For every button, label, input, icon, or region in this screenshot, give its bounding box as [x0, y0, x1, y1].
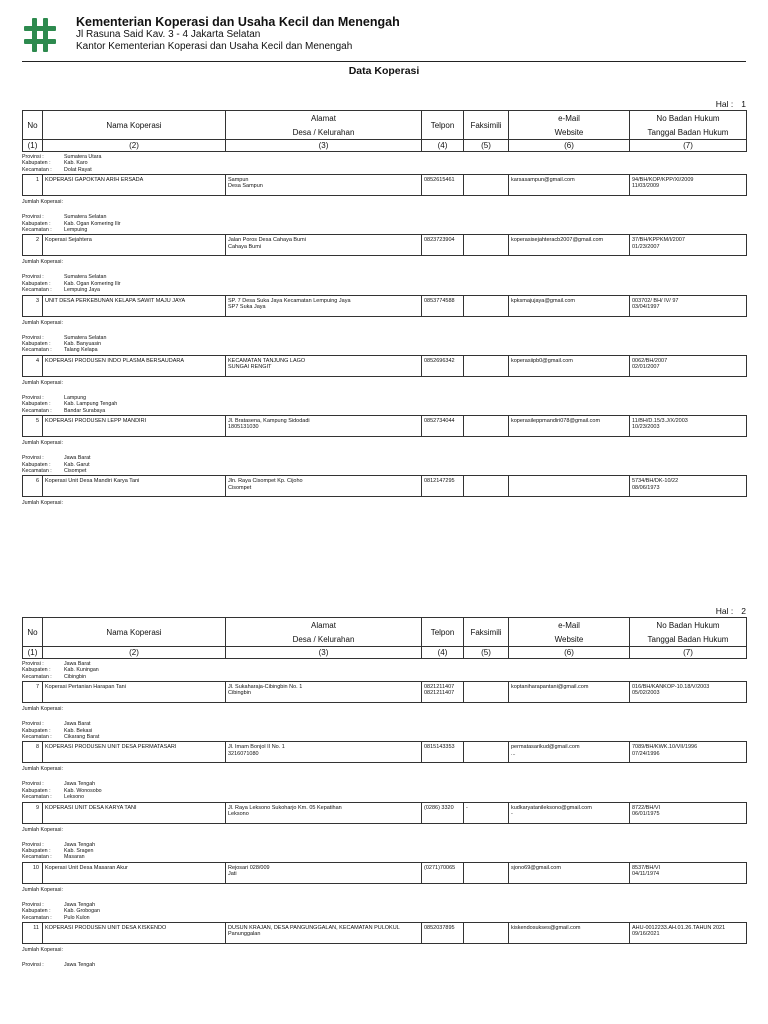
- alamat-text: Rejosari 028/009: [228, 864, 270, 871]
- telpon-text: 0812147295: [424, 478, 455, 485]
- alamat-text: Jl. Imam Bonjol II No. 1: [228, 744, 285, 751]
- kecamatan-value: Bandar Surabaya: [64, 407, 106, 414]
- cell-faksimili: [464, 742, 509, 763]
- region-group: [22, 721, 746, 740]
- desa-text: 1805131030: [228, 424, 259, 431]
- tanggal-text: 01/23/2007: [632, 243, 660, 250]
- table-header: [22, 617, 747, 659]
- col-header-telpon: Telpon: [422, 618, 464, 647]
- cell-alamat: [226, 416, 422, 437]
- table-row: [22, 475, 747, 497]
- provinsi-value: Jawa Tengah: [64, 962, 96, 969]
- tanggal-text: 10/23/2003: [632, 424, 660, 431]
- jumlah-koperasi: Jumlah Koperasi:: [22, 706, 63, 713]
- provinsi-value: Jawa Tengah: [64, 841, 96, 848]
- cell-alamat: [226, 742, 422, 763]
- kecamatan-label: Kecamatan :: [22, 673, 52, 680]
- cell-badan-hukum: [630, 355, 747, 376]
- email-text: kpksmajujaya@gmail.com: [511, 297, 575, 304]
- cell-faksimili: [464, 416, 509, 437]
- tanggal-text: 09/16/2021: [632, 931, 660, 938]
- provinsi-label: Provinsi :: [22, 334, 44, 341]
- alamat-text: Jln. Raya Cisompet Kp. Cijoho: [228, 478, 303, 485]
- cell-no: 10: [23, 862, 43, 883]
- table-row: [22, 922, 747, 944]
- provinsi-value: Sumatera Selatan: [64, 214, 107, 221]
- alamat-text: Jl. Bratasena, Kampung Sidodadi: [228, 418, 310, 425]
- cell-alamat: [226, 802, 422, 823]
- kecamatan-value: Pulo Kulon: [64, 914, 90, 921]
- cell-nama: Koperasi Sejahtera: [43, 235, 226, 256]
- col-number: (1): [23, 140, 43, 152]
- table-row: [22, 862, 747, 884]
- kabupaten-label: Kabupaten :: [22, 341, 51, 348]
- provinsi-value: Lampung: [64, 394, 87, 401]
- alamat-text: KECAMATAN TANJUNG LAGO: [228, 357, 306, 364]
- jumlah-koperasi: Jumlah Koperasi:: [22, 826, 63, 833]
- jumlah-koperasi: Jumlah Koperasi:: [22, 886, 63, 893]
- col-header-no: No: [23, 111, 43, 140]
- cell-no: 1: [23, 175, 43, 196]
- kabupaten-label: Kabupaten :: [22, 160, 51, 167]
- cell-email: [509, 295, 630, 316]
- region-group: [22, 395, 746, 414]
- desa-text: Cisompet: [228, 484, 252, 491]
- page-number-value: 1: [741, 99, 746, 109]
- provinsi-value: Sumatera Utara: [64, 154, 102, 160]
- table-row: [22, 802, 747, 824]
- cell-nama: KOPERASI GAPOKTAN ARIH ERSADA: [43, 175, 226, 196]
- kabupaten-value: Kab. Lampung Tengah: [64, 401, 118, 408]
- cell-badan-hukum: [630, 295, 747, 316]
- region-group: [22, 274, 746, 293]
- cell-no: 7: [23, 682, 43, 703]
- cell-nama: KOPERASI PRODUSEN INDO PLASMA BERSAUDARA: [43, 355, 226, 376]
- kecamatan-label: Kecamatan :: [22, 407, 52, 414]
- cell-badan-hukum: [630, 802, 747, 823]
- email-text: koperasileppmandiri078@gmail.com: [511, 418, 601, 425]
- cell-email: [509, 802, 630, 823]
- provinsi-label: Provinsi :: [22, 274, 44, 281]
- page-number-label: Hal :: [715, 606, 734, 616]
- cell-alamat: [226, 175, 422, 196]
- cell-badan-hukum: [630, 416, 747, 437]
- cell-email: [509, 923, 630, 944]
- region-group: [22, 661, 746, 680]
- cell-email: [509, 175, 630, 196]
- region-group: [22, 455, 746, 474]
- provinsi-label: Provinsi :: [22, 394, 44, 401]
- cell-badan-hukum: [630, 235, 747, 256]
- cell-badan-hukum: [630, 742, 747, 763]
- region-group: [22, 214, 746, 233]
- provinsi-label: Provinsi :: [22, 901, 44, 908]
- table-row: [22, 355, 747, 377]
- cell-telpon: [422, 923, 464, 944]
- kabupaten-label: Kabupaten :: [22, 908, 51, 915]
- cell-email: [509, 682, 630, 703]
- email-text: koperasisejahteracb2007@gmail.com: [511, 237, 604, 244]
- kecamatan-value: Talang Kelapa: [64, 347, 98, 354]
- telpon-text: 0852615461: [424, 177, 455, 184]
- cell-badan-hukum: [630, 862, 747, 883]
- cell-nama: KOPERASI UNIT DESA KARYA TANI: [43, 802, 226, 823]
- col-header-desa: Desa / Kelurahan: [226, 632, 422, 647]
- cell-badan-hukum: [630, 923, 747, 944]
- region-group: [22, 962, 746, 968]
- desa-text: Panunggalan: [228, 931, 261, 938]
- desa-text: Cahaya Bumi: [228, 243, 262, 250]
- header-divider: [22, 61, 746, 62]
- kabupaten-value: Kab. Ogan Komering Ilir: [64, 280, 121, 287]
- badan-hukum-text: 8537/BH/VI: [632, 864, 661, 871]
- cell-telpon: [422, 476, 464, 497]
- cell-telpon: [422, 862, 464, 883]
- page-number: [22, 606, 746, 617]
- ministry-logo-icon: [22, 16, 58, 54]
- ministry-title: Kementerian Koperasi dan Usaha Kecil dan Menengah: [76, 15, 400, 29]
- telpon-text: 0852734044: [424, 418, 455, 425]
- region-group: [22, 781, 746, 800]
- cell-alamat: [226, 295, 422, 316]
- col-number: (4): [422, 647, 464, 659]
- region-group: [22, 154, 746, 173]
- website-text: ...: [511, 750, 516, 757]
- tanggal-text: 04/11/1974: [632, 871, 660, 878]
- jumlah-koperasi: Jumlah Koperasi:: [22, 440, 63, 447]
- alamat-text: Jalan Poros Desa Cahaya Bumi: [228, 237, 306, 244]
- jumlah-koperasi: Jumlah Koperasi:: [22, 766, 63, 773]
- provinsi-value: Jawa Barat: [64, 455, 91, 462]
- kecamatan-label: Kecamatan :: [22, 734, 52, 741]
- col-header-email: e-Mail: [509, 618, 630, 633]
- jumlah-koperasi: Jumlah Koperasi:: [22, 947, 63, 954]
- telpon-text: 0815143353: [424, 744, 455, 751]
- cell-badan-hukum: [630, 175, 747, 196]
- provinsi-value: Jawa Tengah: [64, 901, 96, 908]
- col-number: (3): [226, 647, 422, 659]
- cell-no: 3: [23, 295, 43, 316]
- alamat-text: SP. 7 Desa Suka Jaya Kecamatan Lempuing Jaya: [228, 297, 351, 304]
- col-header-alamat: Alamat: [226, 111, 422, 126]
- page-number-label: Hal :: [715, 99, 734, 109]
- kabupaten-value: Kab. Bekasi: [64, 727, 93, 734]
- cell-badan-hukum: [630, 476, 747, 497]
- telpon-text: 0823723904: [424, 237, 455, 244]
- col-number: (7): [630, 647, 747, 659]
- kecamatan-value: Cikarang Barat: [64, 734, 100, 741]
- col-number: (1): [23, 647, 43, 659]
- cell-no: 6: [23, 476, 43, 497]
- kabupaten-label: Kabupaten :: [22, 280, 51, 287]
- cell-telpon: [422, 295, 464, 316]
- cell-faksimili: -: [464, 802, 509, 823]
- cell-email: [509, 355, 630, 376]
- badan-hukum-text: 8722/BH/VI: [632, 804, 661, 811]
- provinsi-label: Provinsi :: [22, 154, 44, 160]
- cell-telpon: [422, 175, 464, 196]
- cell-alamat: [226, 355, 422, 376]
- cell-alamat: [226, 923, 422, 944]
- kecamatan-value: Leksono: [64, 794, 85, 801]
- telpon-text: 0853774588: [424, 297, 455, 304]
- alamat-text: Jl. Sukaharaja-Cibingbin No. 1: [228, 684, 303, 691]
- col-header-telpon: Telpon: [422, 111, 464, 140]
- kabupaten-label: Kabupaten :: [22, 220, 51, 227]
- badan-hukum-text: 5734/BH/DK-10/22: [632, 478, 679, 485]
- ministry-address: Jl Rasuna Said Kav. 3 - 4 Jakarta Selatan: [76, 29, 261, 40]
- col-number: (3): [226, 140, 422, 152]
- telpon-text: (0271)70065: [424, 864, 456, 871]
- cell-email: [509, 416, 630, 437]
- badan-hukum-text: AHU-0012233.AH.01.26.TAHUN 2021: [632, 925, 726, 932]
- kecamatan-value: Cibingbin: [64, 673, 87, 680]
- provinsi-value: Jawa Barat: [64, 661, 91, 667]
- cell-telpon: [422, 355, 464, 376]
- badan-hukum-text: 003702/ BH/ IV/ 97: [632, 297, 679, 304]
- page-number: [22, 99, 746, 110]
- desa-text: SUNGAI RENGIT: [228, 364, 272, 371]
- table-row: [22, 681, 747, 703]
- provinsi-value: Sumatera Selatan: [64, 274, 107, 281]
- letterhead: [22, 12, 746, 60]
- cell-telpon: [422, 235, 464, 256]
- kabupaten-label: Kabupaten :: [22, 727, 51, 734]
- desa-text: SP7 Suka Jaya: [228, 303, 266, 310]
- provinsi-label: Provinsi :: [22, 214, 44, 221]
- kabupaten-value: Kab. Garut: [64, 461, 90, 468]
- cell-nama: KOPERASI PRODUSEN UNIT DESA PERMATASARI: [43, 742, 226, 763]
- table-row: [22, 174, 747, 196]
- provinsi-label: Provinsi :: [22, 661, 44, 667]
- col-header-email: e-Mail: [509, 111, 630, 126]
- col-header-tanggal: Tanggal Badan Hukum: [630, 632, 747, 647]
- tanggal-text: 08/06/1973: [632, 484, 660, 491]
- kecamatan-label: Kecamatan :: [22, 794, 52, 801]
- cell-no: 5: [23, 416, 43, 437]
- provinsi-label: Provinsi :: [22, 781, 44, 788]
- tanggal-text: 03/04/1997: [632, 303, 660, 310]
- cell-no: 2: [23, 235, 43, 256]
- tanggal-text: 06/01/1975: [632, 810, 660, 817]
- tanggal-text: 11/03/2009: [632, 183, 660, 190]
- cell-email: [509, 476, 630, 497]
- jumlah-koperasi: Jumlah Koperasi:: [22, 199, 63, 206]
- kabupaten-value: Kab. Karo: [64, 160, 88, 167]
- provinsi-value: Jawa Tengah: [64, 781, 96, 788]
- col-number: (2): [43, 647, 226, 659]
- badan-hukum-text: 11/BH/D.15/3.J/X/2003: [632, 418, 688, 425]
- provinsi-value: Jawa Barat: [64, 721, 91, 728]
- desa-text: Cibingbin: [228, 690, 251, 697]
- jumlah-koperasi: Jumlah Koperasi:: [22, 379, 63, 386]
- cell-faksimili: [464, 355, 509, 376]
- cell-email: [509, 742, 630, 763]
- badan-hukum-text: 37/BH/KPPKM/I/2007: [632, 237, 685, 244]
- table-row: [22, 234, 747, 256]
- region-group: [22, 902, 746, 921]
- col-number: (4): [422, 140, 464, 152]
- provinsi-label: Provinsi :: [22, 455, 44, 462]
- cell-email: [509, 235, 630, 256]
- kabupaten-value: Kab. Banyuasin: [64, 341, 102, 348]
- desa-text: Leksono: [228, 810, 249, 817]
- cell-faksimili: [464, 862, 509, 883]
- cell-nama: KOPERASI PRODUSEN UNIT DESA KISKENDO: [43, 923, 226, 944]
- cell-faksimili: [464, 476, 509, 497]
- kecamatan-value: Cisompet: [64, 467, 87, 474]
- cell-nama: UNIT DESA PERKEBUNAN KELAPA SAWIT MAJU JAYA: [43, 295, 226, 316]
- kecamatan-label: Kecamatan :: [22, 227, 52, 234]
- cell-telpon: [422, 802, 464, 823]
- cell-alamat: [226, 476, 422, 497]
- cell-telpon: [422, 742, 464, 763]
- table-row: [22, 741, 747, 763]
- cell-alamat: [226, 682, 422, 703]
- desa-text: Jati: [228, 871, 237, 878]
- table-row: [22, 415, 747, 437]
- kabupaten-label: Kabupaten :: [22, 848, 51, 855]
- tanggal-text: 02/01/2007: [632, 364, 660, 371]
- cell-no: 9: [23, 802, 43, 823]
- kabupaten-value: Kab. Kuningan: [64, 667, 99, 674]
- kecamatan-value: Lempuing Jaya: [64, 287, 100, 294]
- col-header-no: No: [23, 618, 43, 647]
- kecamatan-value: Masaran: [64, 854, 85, 861]
- col-number: (5): [464, 140, 509, 152]
- col-header-desa: Desa / Kelurahan: [226, 125, 422, 140]
- jumlah-koperasi: Jumlah Koperasi:: [22, 319, 63, 326]
- telpon-text: (0286) 3320: [424, 804, 454, 811]
- kecamatan-label: Kecamatan :: [22, 914, 52, 921]
- cell-faksimili: [464, 682, 509, 703]
- cell-telpon: [422, 416, 464, 437]
- report-page-2: [22, 606, 746, 969]
- cell-faksimili: [464, 923, 509, 944]
- email-text: karsasampun@gmail.com: [511, 177, 575, 184]
- cell-nama: KOPERASI PRODUSEN LEPP MANDIRI: [43, 416, 226, 437]
- cell-alamat: [226, 235, 422, 256]
- desa-text: 3216071080: [228, 750, 259, 757]
- col-header-alamat: Alamat: [226, 618, 422, 633]
- kabupaten-value: Kab. Ogan Komering Ilir: [64, 220, 121, 227]
- kabupaten-label: Kabupaten :: [22, 787, 51, 794]
- alamat-text: DUSUN KRAJAN, DESA PANGUNGGALAN, KECAMATAN PULOKUL: [228, 925, 400, 932]
- col-number: (6): [509, 647, 630, 659]
- provinsi-label: Provinsi :: [22, 721, 44, 728]
- col-number: (7): [630, 140, 747, 152]
- table-row: [22, 295, 747, 317]
- page-number-value: 2: [741, 606, 746, 616]
- cell-no: 8: [23, 742, 43, 763]
- telpon2-text: 0821211407: [424, 690, 455, 697]
- col-header-faksimili: Faksimili: [464, 111, 509, 140]
- telpon-text: 0852037895: [424, 925, 455, 932]
- col-number: (5): [464, 647, 509, 659]
- cell-faksimili: [464, 175, 509, 196]
- kabupaten-label: Kabupaten :: [22, 401, 51, 408]
- col-header-website: Website: [509, 632, 630, 647]
- email-text: koptaniharapantani@gmail.com: [511, 684, 589, 691]
- provinsi-label: Provinsi :: [22, 841, 44, 848]
- cell-faksimili: [464, 295, 509, 316]
- kabupaten-label: Kabupaten :: [22, 461, 51, 468]
- cell-no: 4: [23, 355, 43, 376]
- kecamatan-label: Kecamatan :: [22, 347, 52, 354]
- kecamatan-label: Kecamatan :: [22, 467, 52, 474]
- badan-hukum-text: 94/BH/KOP/KPP/XI/2009: [632, 177, 694, 184]
- email-text: sjono69@gmail.com: [511, 864, 561, 871]
- kabupaten-value: Kab. Grobogan: [64, 908, 100, 915]
- col-number: (6): [509, 140, 630, 152]
- region-group: [22, 335, 746, 354]
- kabupaten-value: Kab. Sragen: [64, 848, 94, 855]
- telpon-text: 0821211407: [424, 684, 455, 691]
- cell-nama: Koperasi Unit Desa Mandiri Karya Tani: [43, 476, 226, 497]
- report-page-1: [22, 99, 746, 513]
- col-header-badan-hukum: No Badan Hukum: [630, 618, 747, 633]
- email-text: koperasiipb0@gmail.com: [511, 357, 573, 364]
- ministry-office: Kantor Kementerian Koperasi dan Usaha Kecil dan Menengah: [76, 41, 353, 52]
- kecamatan-label: Kecamatan :: [22, 166, 52, 173]
- tanggal-text: 05/02/2003: [632, 690, 660, 697]
- provinsi-label: Provinsi :: [22, 962, 44, 969]
- jumlah-koperasi: Jumlah Koperasi:: [22, 259, 63, 266]
- provinsi-value: Sumatera Selatan: [64, 334, 107, 341]
- document-title: Data Koperasi: [348, 65, 420, 77]
- col-header-tanggal: Tanggal Badan Hukum: [630, 125, 747, 140]
- cell-nama: Koperasi Pertanian Harapan Tani: [43, 682, 226, 703]
- alamat-text: Jl. Raya Leksono Sukoharjo Km. 05 Kepatihan: [228, 804, 342, 811]
- kabupaten-label: Kabupaten :: [22, 667, 51, 674]
- cell-alamat: [226, 862, 422, 883]
- cell-no: 11: [23, 923, 43, 944]
- region-group: [22, 842, 746, 861]
- kecamatan-value: Dolat Rayat: [64, 166, 92, 173]
- email-text: kudkaryatanileksono@gmail.com: [511, 804, 592, 811]
- col-header-faksimili: Faksimili: [464, 618, 509, 647]
- col-header-nama: Nama Koperasi: [43, 618, 226, 647]
- jumlah-koperasi: Jumlah Koperasi:: [22, 500, 63, 507]
- kecamatan-value: Lempuing: [64, 227, 88, 234]
- kecamatan-label: Kecamatan :: [22, 287, 52, 294]
- telpon-text: 0852696342: [424, 357, 455, 364]
- email-text: permatasarikud@gmail.com: [511, 744, 580, 751]
- badan-hukum-text: 0062/BH/2007: [632, 357, 668, 364]
- cell-email: [509, 862, 630, 883]
- cell-faksimili: [464, 235, 509, 256]
- website-text: -: [511, 810, 513, 817]
- alamat-text: Sampun: [228, 177, 249, 184]
- email-text: kiskendosukses@gmail.com: [511, 925, 581, 932]
- kabupaten-value: Kab. Wonosobo: [64, 787, 102, 794]
- badan-hukum-text: 7089/BH/KWK.10/VII/1996: [632, 744, 698, 751]
- col-header-website: Website: [509, 125, 630, 140]
- cell-telpon: [422, 682, 464, 703]
- table-header: [22, 110, 747, 152]
- desa-text: Desa Sampun: [228, 183, 263, 190]
- tanggal-text: 07/24/1996: [632, 750, 660, 757]
- col-header-badan-hukum: No Badan Hukum: [630, 111, 747, 126]
- cell-nama: Koperasi Unit Desa Masaran Akur: [43, 862, 226, 883]
- badan-hukum-text: 016/BH/KANKOP-10.18/V/2003: [632, 684, 710, 691]
- col-header-nama: Nama Koperasi: [43, 111, 226, 140]
- cell-badan-hukum: [630, 682, 747, 703]
- col-number: (2): [43, 140, 226, 152]
- kecamatan-label: Kecamatan :: [22, 854, 52, 861]
